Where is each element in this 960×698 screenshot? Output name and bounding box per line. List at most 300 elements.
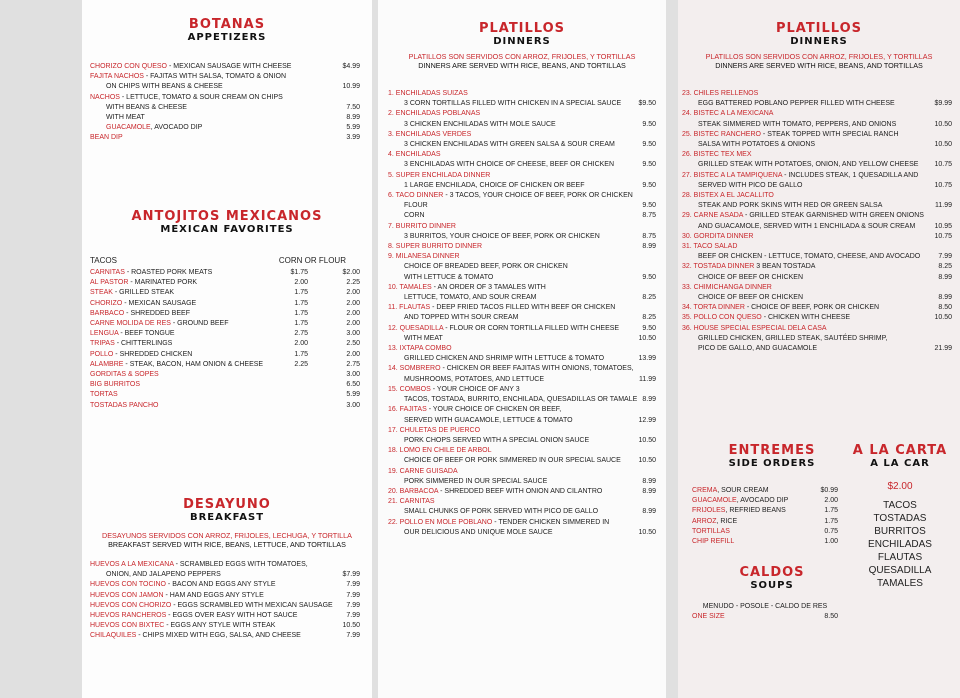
- item-name: 20. BARBACOA: [388, 487, 439, 495]
- item-price: 7.99: [346, 612, 360, 620]
- item-desc: LETTUCE, TOMATO, AND SOUR CREAM: [404, 294, 537, 302]
- menu-item-row: [682, 313, 952, 323]
- price-flour: 2.50: [346, 340, 360, 348]
- item-price: 11.99: [935, 202, 952, 210]
- item-name: CHORIZO: [90, 299, 123, 307]
- item-price: 10.75: [934, 181, 952, 189]
- item-name: GORDITAS & SOPES: [90, 371, 159, 379]
- menu-item-row: [388, 222, 656, 232]
- menu-item-row: [388, 456, 656, 466]
- item-price: 10.50: [934, 314, 952, 322]
- item-name: 18. LOMO EN CHILE DE ARBOL: [388, 447, 492, 455]
- menu-item-row: [388, 487, 656, 497]
- item-name: 30. GORDITA DINNER: [682, 232, 754, 240]
- item-name: 34. TORTA DINNER: [682, 304, 745, 312]
- item-name: 8. SUPER BURRITO DINNER: [388, 243, 482, 251]
- panel-right: [678, 0, 960, 698]
- item-price: 12.99: [638, 416, 656, 424]
- alacarta-item: FLAUTAS: [877, 552, 923, 563]
- item-name: ARROZ: [692, 517, 717, 525]
- item-name: BARBACO: [90, 309, 125, 317]
- item-name: HUEVOS CON BIXTEC: [90, 622, 165, 630]
- price-corn: 1.75: [294, 289, 308, 297]
- item-desc: - FAJITAS WITH SALSA, TOMATO & ONION: [143, 73, 287, 81]
- item-price: 1.75: [824, 517, 838, 525]
- item-desc: CORN: [404, 212, 425, 220]
- menu-item-row: [388, 293, 656, 303]
- item-price: 21.99: [934, 345, 952, 353]
- menu-item-row: [692, 506, 838, 516]
- desayuno-subtitle: BREAKFAST: [189, 512, 265, 523]
- item-desc: TACOS, TOSTADA, BURRITO, ENCHILADA, QUESADILLAS OR TAMALE: [404, 396, 638, 404]
- taco-row: [90, 309, 360, 319]
- item-desc: - INCLUDES STEAK, 1 QUESADILLA AND: [782, 171, 919, 179]
- menu-item-row: [388, 324, 656, 334]
- item-desc: 1 LARGE ENCHILADA, CHOICE OF CHICKEN OR BEEF: [404, 181, 585, 189]
- item-price: 8.25: [642, 314, 656, 322]
- platillos2-title: PLATILLOS: [775, 21, 863, 36]
- item-name: STEAK: [90, 289, 113, 297]
- item-name: HUEVOS CON CHORIZO: [90, 601, 172, 609]
- item-price: 8.99: [642, 477, 656, 485]
- item-name: 22. POLLO EN MOLE POBLANO: [388, 518, 493, 526]
- item-name: 15. COMBOS: [388, 385, 431, 393]
- item-name: ALAMBRE: [90, 360, 124, 368]
- item-desc: CHOICE OF BEEF OR CHICKEN: [698, 273, 804, 281]
- item-name: 24. BISTEC A LA MEXICANA: [682, 110, 774, 118]
- menu-item-row: [682, 99, 952, 109]
- price-corn: 1.75: [294, 320, 308, 328]
- menu-item-row: [682, 171, 952, 181]
- item-name: 35. POLLO CON QUESO: [682, 314, 762, 322]
- item-desc: - SHREDDED BEEF: [124, 309, 190, 317]
- item-desc: , AVOCADO DIP: [736, 497, 789, 505]
- menu-item-row: [388, 99, 656, 109]
- item-name: LENGUA: [90, 330, 119, 338]
- menu-item-row: [388, 160, 656, 170]
- menu-item-row: [682, 150, 952, 160]
- menu-item-row: [388, 385, 656, 395]
- menu-item-row: [388, 191, 656, 201]
- alacarta-item: ENCHILADAS: [868, 539, 932, 550]
- item-name: 28. BISTEX A EL JACALLITO: [682, 192, 774, 200]
- tacos-label: TACOS: [90, 256, 117, 265]
- item-desc: SALSA WITH POTATOES & ONIONS: [698, 141, 816, 149]
- item-desc: , AVOCADO DIP: [150, 124, 203, 132]
- item-name: 10. TAMALES: [388, 283, 432, 291]
- caldos-size-row: [692, 612, 838, 622]
- taco-row: [90, 390, 360, 400]
- price-flour: 3.00: [346, 371, 360, 379]
- item-name: TORTILLAS: [692, 527, 730, 535]
- item-price: 9.50: [642, 141, 656, 149]
- menu-item-row: [90, 93, 360, 103]
- tacos-cols: CORN OR FLOUR: [278, 256, 346, 265]
- menu-item-row: [90, 72, 360, 82]
- item-desc: SERVED WITH PICO DE GALLO: [698, 181, 803, 189]
- menu-item-row: [692, 517, 838, 527]
- menu-item-row: [682, 273, 952, 283]
- item-price: 7.99: [346, 632, 360, 640]
- item-price: 8.75: [642, 232, 656, 240]
- item-desc: - BEEF TONGUE: [118, 330, 175, 338]
- menu-item-row: [682, 293, 952, 303]
- item-desc: PICO DE GALLO, AND GUACAMOLE: [698, 345, 818, 353]
- item-price: 10.50: [934, 120, 952, 128]
- item-name: CREMA: [692, 487, 718, 494]
- taco-row: [90, 360, 360, 370]
- item-desc: - GROUND BEEF: [170, 320, 229, 328]
- menu-item-row: [388, 446, 656, 456]
- menu-item-row: [90, 591, 360, 601]
- menu-item-row: [388, 181, 656, 191]
- item-name: 13. IXTAPA COMBO: [388, 345, 452, 353]
- platillos2-note-es: PLATILLOS SON SERVIDOS CON ARROZ, FRIJOLES, Y TORTILLAS: [705, 52, 933, 61]
- item-name: NACHOS: [90, 93, 120, 101]
- item-price: 1.00: [824, 538, 838, 546]
- item-price: 7.99: [346, 591, 360, 599]
- platillos1-title: PLATILLOS: [478, 21, 566, 36]
- item-desc: STEAK SIMMERED WITH TOMATO, PEPPERS, AND ONIONS: [698, 120, 897, 128]
- menu-item-row: [682, 252, 952, 262]
- platillos2-note-en: DINNERS ARE SERVED WITH RICE, BEANS, AND TORTILLAS: [715, 61, 923, 70]
- item-price: 5.99: [346, 124, 360, 132]
- panel-middle: [378, 0, 666, 698]
- botanas-section: [82, 18, 372, 44]
- item-price: 8.25: [642, 294, 656, 302]
- tacos-header: [90, 256, 360, 266]
- platillos1-subtitle: DINNERS: [493, 36, 551, 47]
- menu-item-row: [682, 324, 952, 334]
- price-flour: 2.00: [346, 309, 360, 317]
- item-name: 4. ENCHILADAS: [388, 151, 441, 159]
- menu-item-row: [90, 123, 360, 133]
- item-name: 36. HOUSE SPECIAL ESPECIAL DELA CASA: [682, 324, 827, 332]
- item-name: CHORIZO CON QUESO: [90, 63, 168, 70]
- item-desc: SMALL CHUNKS OF PORK SERVED WITH PICO DE GALLO: [404, 508, 599, 516]
- menu-item-row: [682, 181, 952, 191]
- menu-item-row: [388, 89, 656, 99]
- alacarta-item: TAMALES: [877, 578, 923, 589]
- item-price: 7.99: [346, 581, 360, 589]
- taco-row: [90, 268, 360, 278]
- botanas-title: BOTANAS: [188, 17, 266, 32]
- alacarta-section: [850, 444, 950, 590]
- caldos-price: 8.50: [824, 613, 838, 621]
- item-desc: - EGGS OVER EASY WITH HOT SAUCE: [166, 612, 298, 620]
- fold-2: [666, 0, 678, 698]
- item-name: 9. MILANESA DINNER: [388, 253, 460, 261]
- item-price: 3.99: [346, 134, 360, 142]
- item-desc: - GRILLED STEAK GARNISHED WITH GREEN ONIONS: [743, 212, 924, 220]
- taco-row: [90, 370, 360, 380]
- item-name: 27. BISTEC A LA TAMPIQUENA: [682, 171, 783, 179]
- menu-item-row: [682, 222, 952, 232]
- menu-item-row: [90, 601, 360, 611]
- item-price: 7.99: [938, 253, 952, 261]
- item-desc: 3 ENCHILADAS WITH CHOICE OF CHEESE, BEEF OR CHICKEN: [404, 161, 615, 169]
- item-desc: - ROASTED PORK MEATS: [124, 269, 213, 276]
- antojitos-list: [90, 268, 360, 411]
- item-desc: - GRILLED STEAK: [112, 289, 175, 297]
- price-corn: 2.00: [294, 340, 308, 348]
- menu-item-row: [388, 232, 656, 242]
- item-price: $9.99: [934, 100, 952, 108]
- menu-item-row: [388, 436, 656, 446]
- item-desc: - MEXICAN SAUSAGE WITH CHEESE: [167, 63, 292, 70]
- item-price: 10.50: [934, 141, 952, 149]
- menu-item-row: [388, 273, 656, 283]
- menu-item-row: [692, 496, 838, 506]
- item-name: 29. CARNE ASADA: [682, 212, 744, 220]
- item-desc: - YOUR CHOICE OF ANY 3: [430, 385, 520, 393]
- desayuno-list: [90, 560, 360, 642]
- menu-item-row: [682, 344, 952, 354]
- caldos-list: [692, 602, 838, 622]
- menu-item-row: [388, 344, 656, 354]
- entremes-title: ENTREMES: [728, 443, 816, 458]
- taco-row: [90, 288, 360, 298]
- antojitos-section: [82, 210, 372, 236]
- price-flour: 2.00: [346, 289, 360, 297]
- item-desc: - CHICKEN WITH CHEESE: [761, 314, 851, 322]
- entremes-section: [698, 444, 846, 470]
- item-price: 10.50: [342, 622, 360, 630]
- panel-left: [82, 0, 372, 698]
- item-price: 8.99: [642, 243, 656, 251]
- item-desc: GRILLED CHICKEN, GRILLED STEAK, SAUTÉED SHRIMP,: [698, 334, 888, 342]
- menu-item-row: [682, 130, 952, 140]
- menu-item-row: [388, 477, 656, 487]
- menu-item-row: [388, 262, 656, 272]
- item-price: 8.99: [346, 114, 360, 122]
- menu-item-row: [388, 252, 656, 262]
- item-name: HUEVOS A LA MEXICANA: [90, 561, 174, 568]
- menu-item-row: [90, 611, 360, 621]
- item-desc: 3 CHICKEN ENCHILADAS WITH MOLE SAUCE: [404, 120, 556, 128]
- item-price: 10.99: [342, 83, 360, 91]
- item-price: 10.95: [934, 222, 952, 230]
- left-margin: [0, 0, 82, 698]
- menu-item-row: [388, 171, 656, 181]
- item-name: 21. CARNITAS: [388, 498, 435, 506]
- item-name: 14. SOMBRERO: [388, 365, 441, 373]
- alacarta-item: TACOS: [883, 500, 917, 511]
- item-desc: , REFRIED BEANS: [725, 507, 786, 515]
- item-name: TOSTADAS PANCHO: [90, 401, 159, 409]
- item-name: 26. BISTEC TEX MEX: [682, 151, 752, 159]
- taco-row: [90, 319, 360, 329]
- item-name: FAJITA NACHOS: [90, 73, 144, 81]
- item-desc: 3 BEAN TOSTADA: [754, 263, 816, 271]
- menu-item-row: [388, 283, 656, 293]
- alacarta-item: QUESADILLA: [868, 565, 932, 576]
- taco-row: [90, 401, 360, 411]
- item-name: 31. TACO SALAD: [682, 243, 738, 251]
- platillos2-list: [682, 89, 952, 354]
- item-price: 8.25: [938, 263, 952, 271]
- item-desc: - EGGS SCRAMBLED WITH MEXICAN SAUSAGE: [171, 601, 333, 609]
- caldos-section: [698, 566, 846, 592]
- item-desc: - TENDER CHICKEN SIMMERED IN: [492, 518, 610, 526]
- item-price: 8.99: [642, 487, 656, 495]
- item-desc: GRILLED CHICKEN AND SHRIMP WITH LETTUCE & TOMATO: [404, 355, 605, 363]
- item-desc: - MARINATED PORK: [128, 279, 198, 287]
- menu-item-row: [90, 82, 360, 92]
- item-desc: BEEF OR CHICKEN - LETTUCE, TOMATO, CHEESE, AND AVOCADO: [698, 253, 921, 261]
- menu-item-row: [388, 518, 656, 528]
- item-desc: , SOUR CREAM: [717, 487, 769, 494]
- alacarta-list: [850, 499, 950, 590]
- menu-item-row: [90, 570, 360, 580]
- price-flour: 6.50: [346, 381, 360, 389]
- menu-item-row: [682, 191, 952, 201]
- menu-item-row: [388, 395, 656, 405]
- item-name: 7. BURRITO DINNER: [388, 222, 456, 230]
- menu-item-row: [682, 160, 952, 170]
- platillos1-note-es: PLATILLOS SON SERVIDOS CON ARROZ, FRIJOLES, Y TORTILLAS: [408, 52, 636, 61]
- item-price: 0.75: [824, 527, 838, 535]
- menu-item-row: [692, 527, 838, 537]
- item-price: 13.99: [638, 355, 656, 363]
- platillos1-note-en: DINNERS ARE SERVED WITH RICE, BEANS, AND TORTILLAS: [418, 61, 626, 70]
- item-desc: ON CHIPS WITH BEANS & CHEESE: [106, 83, 223, 91]
- item-name: 25. BISTEC RANCHERO: [682, 130, 761, 138]
- item-name: HUEVOS CON JAMON: [90, 591, 164, 599]
- item-price: 9.50: [642, 324, 656, 332]
- taco-row: [90, 299, 360, 309]
- item-desc: WITH LETTUCE & TOMATO: [404, 273, 494, 281]
- menu-item-row: [388, 528, 656, 538]
- price-flour: 2.75: [346, 360, 360, 368]
- alacarta-item: BURRITOS: [874, 526, 926, 537]
- item-price: 8.99: [938, 273, 952, 281]
- item-desc: CHOICE OF BEEF OR CHICKEN: [698, 294, 804, 302]
- item-name: 3. ENCHILADAS VERDES: [388, 130, 472, 138]
- item-name: TORTAS: [90, 391, 118, 399]
- item-name: 12. QUESADILLA: [388, 324, 444, 332]
- item-desc: - LETTUCE, TOMATO & SOUR CREAM ON CHIPS: [119, 93, 283, 101]
- desayuno-note-en: BREAKFAST SERVED WITH RICE, BEANS, LETTUCE, AND TORTILLAS: [108, 540, 346, 549]
- item-name: CHILAQUILES: [90, 632, 137, 640]
- item-price: 1.75: [824, 507, 838, 515]
- item-price: $0.99: [820, 487, 838, 494]
- item-desc: - CHIPS MIXED WITH EGG, SALSA, AND CHEESE: [136, 632, 301, 640]
- item-name: 5. SUPER ENCHILADA DINNER: [388, 171, 491, 179]
- item-desc: - HAM AND EGGS ANY STYLE: [163, 591, 264, 599]
- item-price: 7.99: [346, 601, 360, 609]
- item-desc: - STEAK, BACON, HAM ONION & CHEESE: [123, 360, 264, 368]
- menu-item-row: [682, 334, 952, 344]
- item-price: 8.99: [938, 294, 952, 302]
- item-desc: OUR DELICIOUS AND UNIQUE MOLE SAUCE: [404, 528, 553, 536]
- item-name: 17. CHULETAS DE PUERCO: [388, 426, 481, 434]
- item-desc: - STEAK TOPPED WITH SPECIAL RANCH: [760, 130, 899, 138]
- item-desc: - EGGS ANY STYLE WITH STEAK: [164, 622, 276, 630]
- item-desc: 3 CORN TORTILLAS FILLED WITH CHICKEN IN A SPECIAL SAUCE: [404, 100, 622, 108]
- menu-item-row: [682, 211, 952, 221]
- price-corn: 2.00: [294, 279, 308, 287]
- item-desc: - CHICKEN OR BEEF FAJITAS WITH ONIONS, TOMATOES,: [440, 365, 634, 373]
- item-price: 9.50: [642, 202, 656, 210]
- item-name: HUEVOS RANCHEROS: [90, 612, 167, 620]
- price-corn: 1.75: [294, 299, 308, 307]
- item-name: 32. TOSTADA DINNER: [682, 263, 755, 271]
- botanas-subtitle: APPETIZERS: [187, 32, 267, 43]
- item-name: CARNE MOLIDA DE RES: [90, 320, 171, 328]
- menu-item-row: [388, 354, 656, 364]
- price-flour: 2.00: [346, 320, 360, 328]
- menu-item-row: [682, 140, 952, 150]
- menu-item-row: [388, 416, 656, 426]
- menu-item-row: [388, 334, 656, 344]
- item-name: 11. FLAUTAS: [388, 304, 431, 312]
- price-flour: 2.00: [346, 299, 360, 307]
- item-price: $7.99: [342, 571, 360, 579]
- menu-item-row: [388, 313, 656, 323]
- desayuno-note-es: DESAYUNOS SERVIDOS CON ARROZ, FRIJOLES, LECHUGA, Y TORTILLA: [102, 531, 352, 540]
- item-name: 33. CHIMICHANGA DINNER: [682, 283, 772, 291]
- item-price: $9.50: [638, 100, 656, 108]
- item-price: 11.99: [639, 375, 656, 383]
- item-desc: WITH BEANS & CHEESE: [106, 103, 187, 111]
- item-name: 19. CARNE GUISADA: [388, 467, 458, 475]
- price-flour: 5.99: [346, 391, 360, 399]
- menu-item-row: [682, 89, 952, 99]
- menu-item-row: [388, 467, 656, 477]
- item-name: HUEVOS CON TOCINO: [90, 581, 166, 589]
- item-name: FRIJOLES: [692, 507, 726, 515]
- item-price: 8.99: [642, 396, 656, 404]
- menu-item-row: [682, 201, 952, 211]
- item-desc: GRILLED STEAK WITH POTATOES, ONION, AND YELLOW CHEESE: [698, 161, 919, 169]
- item-price: 9.50: [642, 161, 656, 169]
- menu-item-row: [90, 133, 360, 143]
- desayuno-title: DESAYUNO: [183, 497, 271, 512]
- item-desc: SERVED WITH GUACAMOLE, LETTUCE & TOMATO: [404, 416, 573, 424]
- item-name: 6. TACO DINNER: [388, 192, 444, 200]
- menu-item-row: [388, 426, 656, 436]
- menu-item-row: [388, 364, 656, 374]
- menu-item-row: [90, 560, 360, 570]
- item-desc: PORK CHOPS SERVED WITH A SPECIAL ONION SAUCE: [404, 436, 590, 444]
- menu-item-row: [90, 103, 360, 113]
- price-flour: 2.25: [346, 279, 360, 287]
- item-price: 10.50: [638, 528, 656, 536]
- menu-item-row: [682, 283, 952, 293]
- price-corn: $1.75: [290, 269, 308, 276]
- item-desc: - MEXICAN SAUSAGE: [122, 299, 197, 307]
- item-desc: - CHOICE OF BEEF, PORK OR CHICKEN: [744, 304, 880, 312]
- menu-item-row: [388, 130, 656, 140]
- item-desc: CHOICE OF BEEF OR PORK SIMMERED IN OUR SPECIAL SAUCE: [404, 457, 621, 465]
- item-name: AL PASTOR: [90, 279, 129, 287]
- item-price: 10.50: [638, 436, 656, 444]
- item-desc: WITH MEAT: [404, 334, 443, 342]
- menu-item-row: [90, 631, 360, 641]
- item-desc: - BACON AND EGGS ANY STYLE: [165, 581, 276, 589]
- item-name: 23. CHILES RELLENOS: [682, 90, 759, 97]
- item-desc: - CHITTERLINGS: [114, 340, 173, 348]
- platillos2-subtitle: DINNERS: [790, 36, 848, 47]
- item-price: 10.50: [638, 334, 656, 342]
- price-corn: 2.75: [294, 330, 308, 338]
- item-desc: MUSHROOMS, POTATOES, AND LETTUCE: [404, 375, 545, 383]
- item-name: 16. FAJITAS: [388, 406, 427, 414]
- alacarta-price: $2.00: [887, 481, 913, 492]
- item-desc: AND GUACAMOLE, SERVED WITH 1 ENCHILADA & SOUR CREAM: [698, 222, 916, 230]
- item-price: 7.50: [346, 103, 360, 111]
